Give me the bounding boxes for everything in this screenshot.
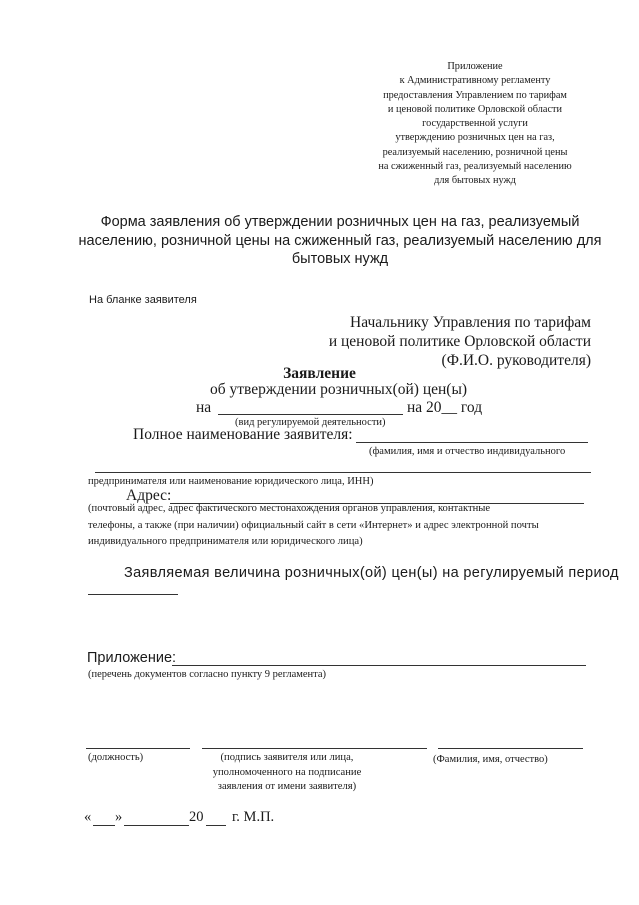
appendix-line: реализуемый населению, розничной цены — [382, 146, 568, 158]
addressee-block — [329, 313, 591, 370]
declared-period-field[interactable] — [88, 594, 178, 595]
name-caption: (Фамилия, имя, отчество) — [433, 754, 548, 765]
appendix-line: для бытовых нужд — [434, 175, 516, 187]
signature-caption — [200, 751, 374, 795]
signature-caption-line: уполномоченного на подписание — [212, 766, 362, 778]
declared-price-text: Заявляемая величина розничных(ой) цен(ы) на регулируемый период — [124, 565, 619, 581]
appendix-line: Приложение — [447, 61, 503, 72]
addressee-line: (Ф.И.О. руководителя) — [441, 352, 591, 369]
signature-caption-line: заявления от имени заявителя) — [217, 781, 357, 792]
date-suffix: г. М.П. — [232, 809, 275, 825]
on-label: на — [196, 399, 212, 416]
attachment-field[interactable] — [172, 665, 586, 666]
applicant-name-label: Полное наименование заявителя: — [133, 426, 353, 443]
applicant-name-field[interactable] — [356, 442, 588, 443]
position-caption: (должность) — [88, 752, 144, 763]
appendix-line: и ценовой политике Орловской области — [387, 103, 563, 115]
signature-field[interactable] — [202, 748, 427, 749]
addressee-line: Начальнику Управления по тарифам — [350, 314, 591, 331]
appendix-line: утверждению розничных цен на газ, — [395, 132, 555, 144]
attachment-caption: (перечень документов согласно пункту 9 регламента) — [88, 669, 327, 680]
appendix-line: предоставления Управлением по тарифам — [383, 89, 567, 101]
activity-caption: (вид регулируемой деятельности) — [235, 417, 386, 428]
appendix-block — [335, 60, 615, 189]
letterhead-note: На бланке заявителя — [89, 294, 197, 306]
date-open-quote: « — [84, 809, 92, 825]
applicant-name-field-2[interactable] — [95, 472, 591, 473]
appendix-line: к Административному регламенту — [399, 75, 551, 87]
appendix-line: на сжиженный газ, реализуемый населению — [378, 161, 572, 173]
activity-field[interactable] — [218, 414, 403, 415]
date-month-field[interactable] — [124, 825, 189, 826]
address-caption — [88, 501, 539, 551]
form-title-line: населению, розничной цены на сжиженный газ, реализуемый населению для — [78, 232, 602, 249]
full-name-field[interactable] — [438, 748, 583, 749]
applicant-name-caption: (фамилия, имя и отчество индивидуального — [369, 446, 566, 457]
address-caption-line: телефоны, а также (при наличии) официальный сайт в сети «Интернет» и адрес электронной почты — [88, 519, 539, 531]
form-title-line: Форма заявления об утверждении розничных цен на газ, реализуемый — [100, 214, 580, 230]
appendix-line: государственной услуги — [422, 118, 528, 130]
application-subheading: об утверждении розничных(ой) цен(ы) — [210, 381, 468, 398]
position-field[interactable] — [86, 748, 190, 749]
date-year-prefix: 20 — [189, 809, 204, 825]
date-close-quote: » — [115, 809, 123, 825]
year-text: на 20__ год — [407, 399, 483, 416]
address-label: Адрес: — [126, 487, 172, 504]
address-caption-line: (почтовый адрес, адрес фактического местонахождения органов управления, контактные — [88, 503, 491, 514]
date-day-field[interactable] — [93, 825, 115, 826]
applicant-name-caption-2: предпринимателя или наименование юридического лица, ИНН) — [88, 476, 374, 487]
address-caption-line: индивидуального предпринимателя или юридического лица) — [88, 536, 363, 547]
addressee-line: и ценовой политике Орловской области — [328, 333, 591, 350]
application-heading: Заявление — [283, 365, 356, 382]
form-title-line: бытовых нужд — [291, 251, 389, 267]
signature-caption-line: (подпись заявителя или лица, — [220, 752, 354, 763]
form-title — [60, 213, 620, 269]
date-year-field[interactable] — [206, 825, 226, 826]
attachment-label: Приложение: — [87, 650, 177, 666]
